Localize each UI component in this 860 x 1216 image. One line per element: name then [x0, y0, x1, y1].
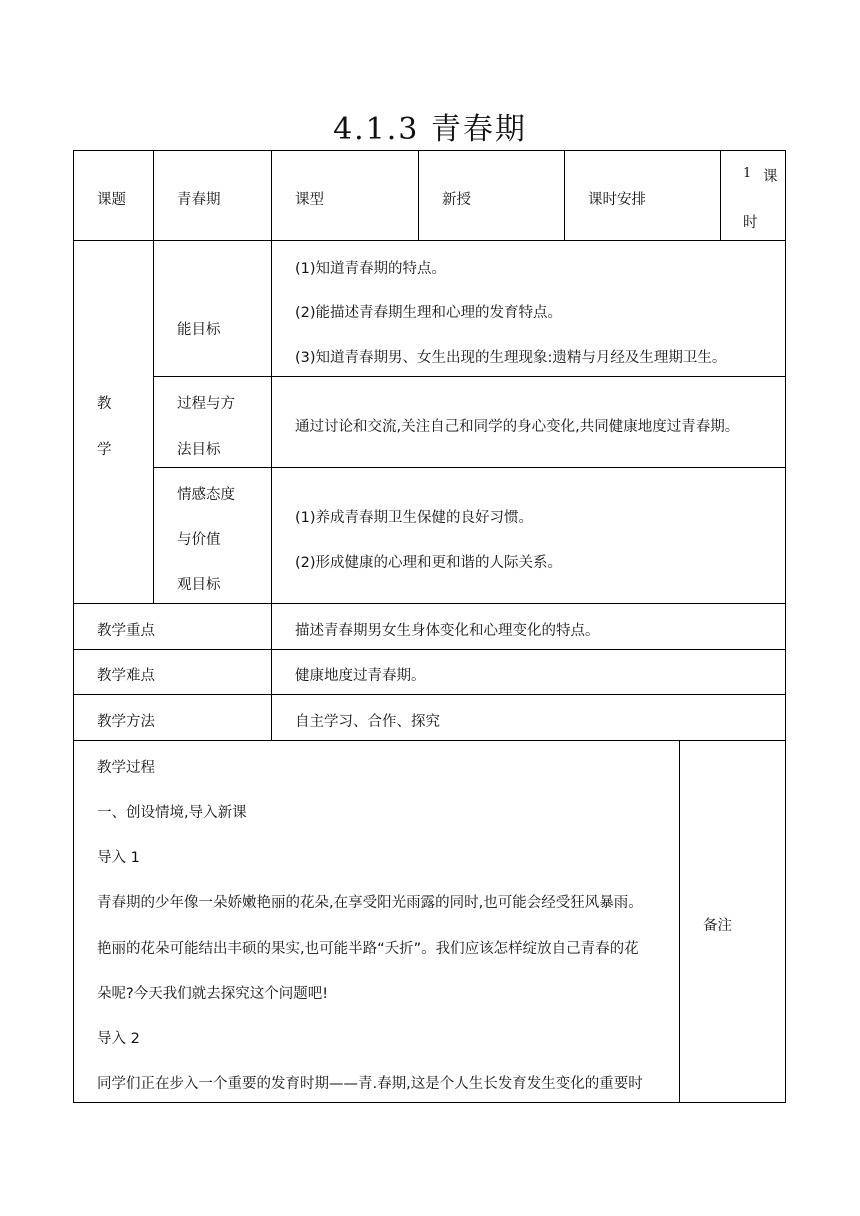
difficulty-label: 教学难点	[97, 668, 155, 684]
schedule-unit: 课	[763, 169, 778, 185]
intro-1-line: 艳丽的花朵可能结出丰硕的果实,也可能半路“夭折”。我们应该怎样绽放自己青春的花	[97, 941, 639, 957]
table-border-left	[73, 150, 74, 1103]
ability-goal-item: (3)知道青春期男、女生出现的生理现象:遗精与月经及生理期卫生。	[295, 350, 727, 366]
table-rule	[73, 240, 786, 241]
page-title: 4.1.3 青春期	[333, 112, 527, 147]
process-goal-label: 过程与方	[177, 396, 235, 412]
focus-label: 教学重点	[97, 623, 155, 639]
emotion-goal-label: 情感态度	[177, 487, 235, 503]
intro-1-line: 青春期的少年像一朵娇嫩艳丽的花朵,在享受阳光雨露的同时,也可能会经受狂风暴雨。	[97, 895, 643, 911]
process-goal-label: 法目标	[177, 442, 221, 458]
method-text: 自主学习、合作、探究	[295, 714, 440, 730]
intro-2-line: 同学们正在步入一个重要的发育时期——青.春期,这是个人生长发育发生变化的重要时	[97, 1076, 643, 1092]
intro-1-line: 朵呢?今天我们就去探究这个问题吧!	[97, 986, 329, 1002]
table-rule	[564, 150, 565, 241]
difficulty-text: 健康地度过青春期。	[295, 668, 426, 684]
intro-2-label: 导入 2	[97, 1031, 140, 1047]
ability-goal-label: 能目标	[177, 322, 221, 338]
table-rule	[679, 740, 680, 1103]
schedule-label: 课时安排	[588, 192, 646, 208]
table-rule	[153, 150, 154, 603]
emotion-goal-item: (1)养成青春期卫生保健的良好习惯。	[295, 510, 534, 526]
notes-label: 备注	[703, 918, 732, 934]
emotion-goal-label: 观目标	[177, 577, 221, 593]
table-rule	[153, 467, 786, 468]
table-rule	[720, 150, 721, 241]
table-rule	[271, 150, 272, 741]
ability-goal-item: (1)知道青春期的特点。	[295, 261, 447, 277]
table-rule	[73, 603, 786, 604]
method-label: 教学方法	[97, 714, 155, 730]
goals-group-label: 学	[97, 442, 112, 458]
table-border-top	[73, 150, 786, 151]
emotion-goal-label: 与价值	[177, 532, 221, 548]
focus-text: 描述青春期男女生身体变化和心理变化的特点。	[295, 623, 600, 639]
table-border-right	[785, 150, 786, 1103]
ability-goal-item: (2)能描述青春期生理和心理的发育特点。	[295, 305, 563, 321]
topic-value: 青春期	[177, 192, 221, 208]
process-goal-text: 通过讨论和交流,关注自己和同学的身心变化,共同健康地度过青春期。	[295, 419, 740, 435]
intro-1-label: 导入 1	[97, 850, 140, 866]
goals-group-label: 教	[97, 396, 112, 412]
table-rule	[73, 694, 786, 695]
schedule-count: 1	[743, 166, 752, 181]
topic-label: 课题	[97, 192, 126, 208]
lesson-type-value: 新授	[442, 192, 471, 208]
lesson-type-label: 课型	[295, 192, 324, 208]
process-heading: 教学过程	[97, 760, 155, 776]
emotion-goal-item: (2)形成健康的心理和更和谐的人际关系。	[295, 555, 563, 571]
table-rule	[418, 150, 419, 241]
section-heading: 一、创设情境,导入新课	[97, 805, 247, 821]
table-rule	[73, 649, 786, 650]
schedule-unit: 时	[743, 215, 758, 231]
table-rule	[153, 376, 786, 377]
